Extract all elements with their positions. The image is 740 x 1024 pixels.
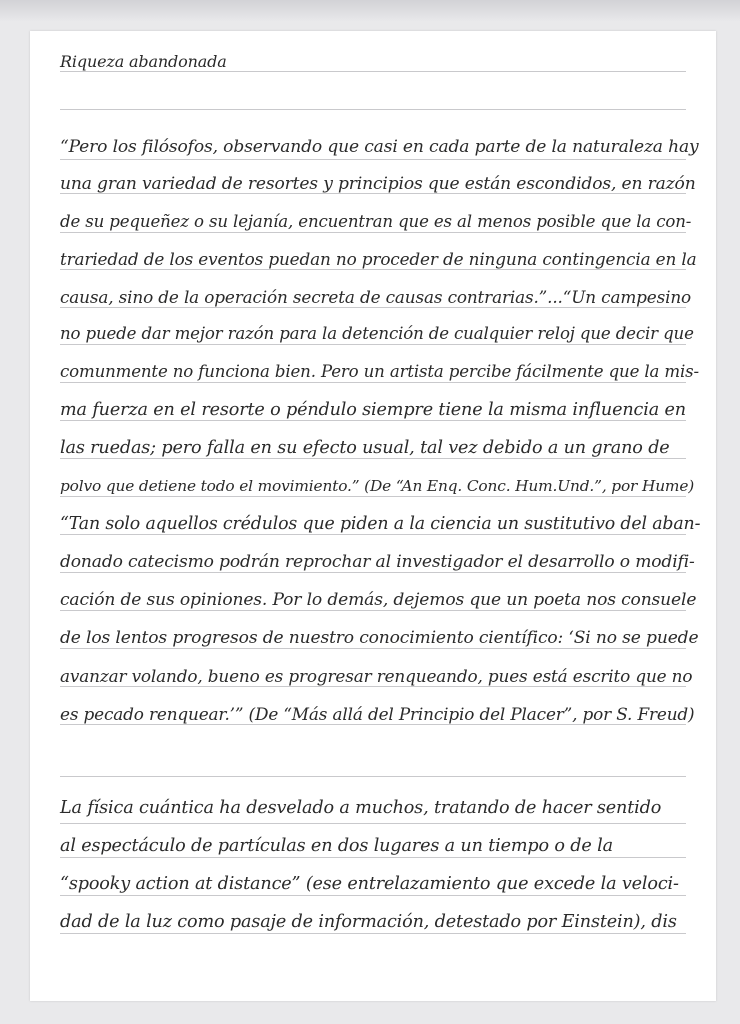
ruled-line [60, 109, 686, 110]
ruled-line [60, 895, 686, 896]
ruled-line [60, 933, 686, 934]
notebook-page [30, 31, 716, 1001]
top-bar-shadow [0, 0, 740, 22]
text-line: “spooky action at distance” (ese entrelazamiento que excede la veloci- [60, 874, 679, 894]
text-line: dad de la luz como pasaje de información, detestado por Einstein), dis [60, 912, 677, 932]
text-line: polvo que detiene todo el movimiento.” (De “An Enq. Conc. Hum.Und.”, por Hume) [60, 477, 695, 495]
text-line: es pecado renquear.’” (De “Más allá del Principio del Placer”, por S. Freud) [60, 704, 695, 724]
ruled-line [60, 776, 686, 777]
text-line: trariedad de los eventos puedan no proceder de ninguna contingencia en la [60, 249, 697, 269]
text-line: comunmente no funciona bien. Pero un artista percibe fácilmente que la mis- [60, 362, 699, 381]
text-line: no puede dar mejor razón para la detención de cualquier reloj que decir que [60, 324, 694, 343]
text-line: causa, sino de la operación secreta de causas contrarias.”...“Un campesino [60, 287, 692, 307]
ruled-line [60, 159, 686, 160]
text-line: al espectáculo de partículas en dos lugares a un tiempo o de la [60, 836, 613, 856]
text-line: de los lentos progresos de nuestro conocimiento científico: ‘Si no se puede [60, 628, 699, 648]
text-line: La física cuántica ha desvelado a muchos, tratando de hacer sentido [60, 798, 662, 818]
text-line: “Tan solo aquellos crédulos que piden a la ciencia un sustitutivo del aban- [60, 514, 701, 534]
ruled-line [60, 857, 686, 858]
page-title: Riqueza abandonada [60, 52, 227, 71]
ruled-line [60, 823, 686, 824]
text-line: una gran variedad de resortes y principios que están escondidos, en razón [60, 174, 696, 194]
text-line: las ruedas; pero falla en su efecto usual, tal vez debido a un grano de [60, 438, 670, 458]
text-line: avanzar volando, bueno es progresar renqueando, pues está escrito que no [60, 666, 693, 686]
text-line: donado catecismo podrán reprochar al investigador el desarrollo o modifi- [60, 552, 695, 572]
text-line: cación de sus opiniones. Por lo demás, dejemos que un poeta nos consuele [60, 590, 697, 610]
text-line: “Pero los filósofos, observando que casi en cada parte de la naturaleza hay [60, 137, 699, 157]
text-line: ma fuerza en el resorte o péndulo siempre tiene la misma influencia en [60, 400, 686, 420]
text-line: de su pequeñez o su lejanía, encuentran que es al menos posible que la con- [60, 212, 692, 231]
